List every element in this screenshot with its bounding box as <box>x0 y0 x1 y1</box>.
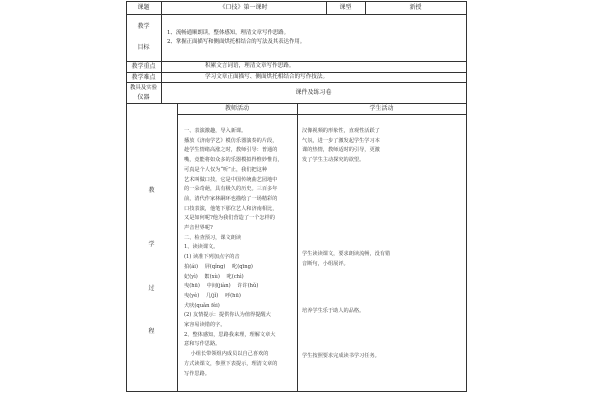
teacher-line: 方式读课文，参照下表提示，理清文章的 <box>184 360 278 367</box>
student-line: 气氛，进一步了激发起学生学习本 <box>302 137 380 144</box>
teacher-line: 二、检查预习，课文朗读 <box>184 234 242 241</box>
teacher-line: 妃(yì) 絮(xù) 叱(chì) <box>184 273 244 280</box>
goal-item-2: 2、掌握正面描写和侧面烘托相结合的写法及其表达作用。 <box>167 39 306 45</box>
difficult-point-value: 学习文章正面描写、侧面烘托相结合的写作技法。 <box>205 74 329 80</box>
teacher-line: 前，清代作家林嗣环也描绘了一场精彩的 <box>184 195 278 202</box>
teacher-line: 一、表演激趣，导入新课。 <box>184 128 247 134</box>
process-label-char-1: 教 <box>148 187 155 194</box>
teacher-line: 口技表演，他笔下那位艺人和济南相比， <box>184 205 278 212</box>
process-label-char-2: 学 <box>148 241 155 248</box>
equipment-label-1: 教具及实验 <box>130 85 157 91</box>
equipment-label-2: 仪器 <box>137 94 150 101</box>
topic-label: 课题 <box>137 4 150 11</box>
process-label-char-3: 过 <box>148 285 155 292</box>
student-line: 课的热情，教师适时的引导，更激 <box>302 147 380 154</box>
goal-item-1: 1、流畅通顺朗读，整体感知，理清文章写作思路。 <box>167 30 290 36</box>
teacher-line: 曳(hū) 中间(jiàn) 许许(hǔ) <box>184 283 259 290</box>
teacher-line: 的一朵奇葩，具有极久的历史。三百多年 <box>184 186 278 193</box>
teacher-line: 又是如何呢?他为我们营造了一个怎样的 <box>184 215 275 222</box>
teacher-line: 写作思路。 <box>184 370 210 377</box>
process-label-char-4: 程 <box>148 328 155 335</box>
row-line-goals <box>126 61 467 62</box>
difficult-point-label: 教学难点 <box>131 74 156 81</box>
key-point-value: 积累文言词语，理清文章写作思路。 <box>205 63 295 69</box>
col-line-process-label <box>177 103 178 392</box>
student-line: 汉像视频的形象性，直观性活跃了 <box>302 128 380 134</box>
col-line-right <box>466 1 467 392</box>
teacher-activity-header: 教师活动 <box>224 105 249 112</box>
teacher-line: 家容易读错的字。 <box>184 322 226 328</box>
topic-value: 《口技》第一课时 <box>219 4 268 11</box>
teacher-line: 可真是个人仅为“听”止，我们把这种 <box>184 166 268 173</box>
type-label: 课型 <box>339 4 352 11</box>
student-line: 发了学生主动探究的欲望。 <box>302 157 365 164</box>
teacher-line: 犬吠(quǎn fèi) <box>184 302 220 309</box>
teacher-line: 播放《济南学艺》模仿乐器演奏的片段， <box>184 137 278 144</box>
teacher-line: 2、整体感知，思路我来理，理解文章大 <box>184 331 276 338</box>
teacher-line: 趁学生情绪高涨之时，教师引导：普通的 <box>184 147 278 154</box>
type-value: 新授 <box>409 4 422 11</box>
student-line: 学生读读课文，要求朗读流畅，没有错 <box>302 251 391 257</box>
teacher-line: 1、读读课文。 <box>184 244 219 251</box>
teacher-line: 小组长带领组内成员以自己喜欢的 <box>184 351 269 358</box>
row-line-difficult <box>126 82 467 83</box>
teacher-line: 艺术叫做口技，它是中国传统曲艺园地中 <box>184 176 278 183</box>
student-line: 培养学生乐于助人的品格。 <box>302 308 365 314</box>
teacher-line: (1) 读准下列加点字的音 <box>184 254 240 261</box>
row-line-header <box>126 14 467 15</box>
student-activity-header: 学生活动 <box>369 105 394 112</box>
key-point-label: 教学重点 <box>131 63 156 70</box>
teacher-line: 意和写作思路。 <box>184 341 221 348</box>
equipment-value: 课件及练习卷 <box>295 89 332 96</box>
goals-label-1: 教学 <box>137 23 150 30</box>
col-line-middle <box>297 103 298 392</box>
student-line: 音断句，小组展评。 <box>302 260 349 267</box>
teacher-line: 曳(yè) 几(jǐ) 呼(hū) <box>184 292 241 299</box>
student-line: 学生按照要求完成读书学习任务。 <box>302 353 380 359</box>
teacher-line: (2) 友情提示：提供你认为值得提醒大 <box>184 312 271 319</box>
row-line-top <box>126 1 467 2</box>
teacher-line: 声音世界呢? <box>184 225 213 231</box>
teacher-line: 嘴，竟能将如众多的乐器模拟得惟妙惟肖， <box>184 157 283 164</box>
row-line-process-header <box>177 114 467 115</box>
goals-label-2: 目标 <box>137 44 150 51</box>
teacher-line: 拍(ái) 屏(qǐng) 叱(qīng) <box>184 263 253 270</box>
